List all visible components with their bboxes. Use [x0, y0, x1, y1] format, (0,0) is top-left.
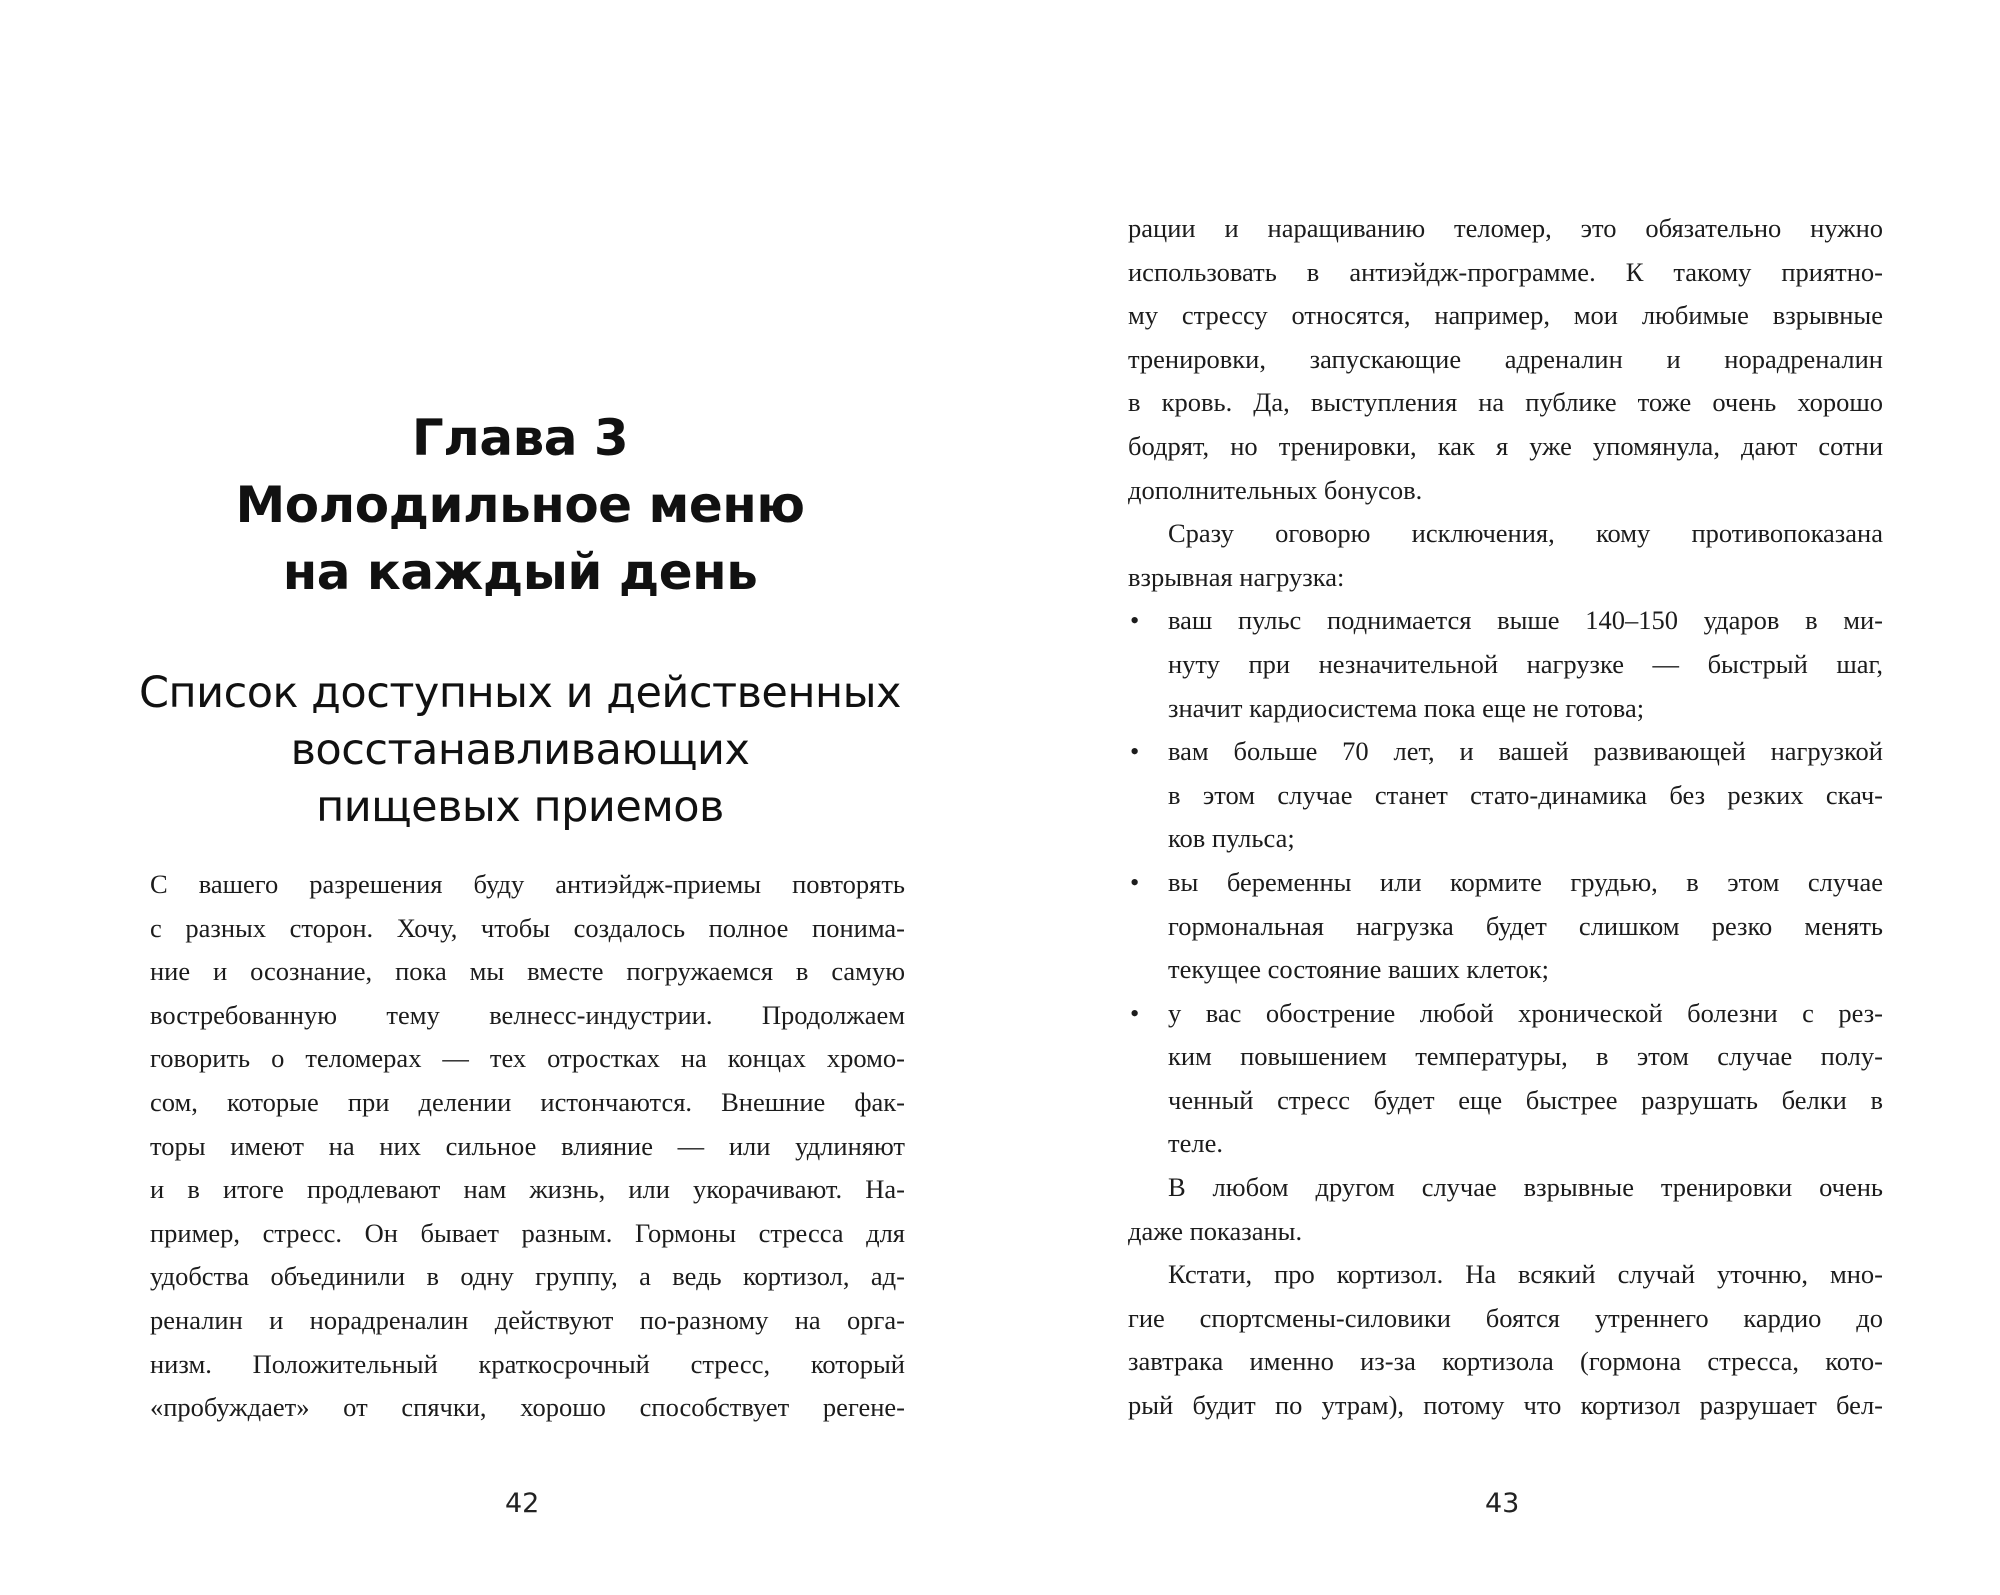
right-page: [1000, 0, 2000, 1595]
text-line: востребованную тему велнесс-индустрии. Продолжаем: [150, 999, 905, 1030]
text-line: ние и осознание, пока мы вместе погружаемся в самую: [150, 956, 905, 987]
bullet-item: [1128, 861, 1883, 905]
text-line: с разных сторон. Хочу, чтобы создалось полное понима-: [150, 912, 905, 943]
left-body-text: [150, 863, 905, 1430]
section-heading-line: Список доступных и действенных: [138, 668, 901, 718]
text-line: говорить о теломерах — тех отростках на концах хромо-: [150, 1043, 905, 1074]
bullet-icon: •: [1130, 866, 1140, 897]
text-line: в этом случае станет стато-динамика без резких скач-: [1168, 779, 1883, 810]
chapter-heading-line: Глава 3: [411, 409, 629, 467]
text-line: рый будит по утрам), потому что кортизол разрушает бел-: [1128, 1390, 1883, 1421]
text-line: реналин и норадреналин действуют по-разному на орга-: [150, 1304, 905, 1335]
page-number: 42: [505, 1488, 540, 1519]
text-line: С вашего разрешения буду антиэйдж-приемы повторять: [150, 869, 905, 899]
text-line: бодрят, но тренировки, как я уже упомянула, дают сотни: [1128, 430, 1883, 461]
text-line: гие спортсмены-силовики боятся утреннего кардио до: [1128, 1302, 1883, 1333]
text-line: низм. Положительный краткосрочный стресс, который: [150, 1348, 905, 1379]
text-line: завтрака именно из-за кортизола (гормона стресса, кото-: [1128, 1346, 1883, 1377]
section-heading-line: пищевых приемов: [316, 782, 724, 832]
text-line: и в итоге продлевают нам жизнь, или укорачивают. На-: [150, 1174, 905, 1205]
text-line: дополнительных бонусов.: [1128, 474, 1423, 505]
section-heading-line: восстанавливающих: [290, 725, 750, 775]
text-line: Сразу оговорю исключения, кому противопоказана: [1168, 518, 1883, 549]
bullet-item: [1128, 599, 1883, 643]
text-line: даже показаны.: [1128, 1215, 1303, 1246]
text-line: теле.: [1168, 1128, 1223, 1159]
bullet-icon: •: [1130, 736, 1140, 767]
bullet-icon: •: [1130, 997, 1140, 1028]
text-line: пример, стресс. Он бывает разным. Гормоны стресса для: [150, 1217, 905, 1248]
chapter-heading: [150, 405, 890, 606]
text-line: значит кардиосистема пока еще не готова;: [1168, 692, 1645, 723]
text-line: использовать в антиэйдж-программе. К такому приятно-: [1128, 256, 1883, 287]
text-line: му стрессу относятся, например, мои любимые взрывные: [1128, 300, 1883, 331]
bullet-text: вам больше 70 лет, и вашей развивающей нагрузкой: [1168, 736, 1883, 767]
bullet-icon: •: [1130, 605, 1140, 636]
text-line: В любом другом случае взрывные тренировки очень: [1168, 1172, 1883, 1203]
text-line: ченный стресс будет еще быстрее разрушать белки в: [1168, 1084, 1883, 1115]
chapter-heading-line: на каждый день: [282, 543, 758, 601]
bullet-text: вы беременны или кормите грудью, в этом случае: [1168, 866, 1883, 897]
text-line: рации и наращиванию теломер, это обязательно нужно: [1128, 213, 1883, 243]
text-line: гормональная нагрузка будет слишком резко менять: [1168, 910, 1883, 941]
text-line: «пробуждает» от спячки, хорошо способствует регене-: [150, 1392, 905, 1423]
text-line: текущее состояние ваших клеток;: [1168, 954, 1549, 985]
bullet-text: ваш пульс поднимается выше 140–150 ударов в ми-: [1168, 605, 1883, 636]
text-line: сом, которые при делении истончаются. Внешние фак-: [150, 1086, 905, 1117]
text-line: удобства объединили в одну группу, а ведь кортизол, ад-: [150, 1261, 905, 1292]
text-line: взрывная нагрузка:: [1128, 561, 1345, 592]
text-line: в кровь. Да, выступления на публике тоже очень хорошо: [1128, 387, 1883, 418]
text-line: нуту при незначительной нагрузке — быстрый шаг,: [1168, 648, 1883, 679]
text-line: торы имеют на них сильное влияние — или удлиняют: [150, 1130, 905, 1161]
chapter-heading-line: Молодильное меню: [235, 476, 805, 534]
bullet-item: [1128, 992, 1883, 1036]
right-body-text: [1128, 207, 1883, 1428]
text-line: тренировки, запускающие адреналин и норадреналин: [1128, 343, 1883, 374]
page-number: 43: [1485, 1488, 1520, 1519]
text-line: ков пульса;: [1168, 823, 1295, 854]
section-heading: [130, 665, 910, 836]
text-line: ким повышением температуры, в этом случае полу-: [1168, 1041, 1883, 1072]
bullet-item: [1128, 730, 1883, 774]
bullet-text: у вас обострение любой хронической болезни с рез-: [1168, 997, 1883, 1028]
text-line: Кстати, про кортизол. На всякий случай уточню, мно-: [1168, 1259, 1883, 1290]
